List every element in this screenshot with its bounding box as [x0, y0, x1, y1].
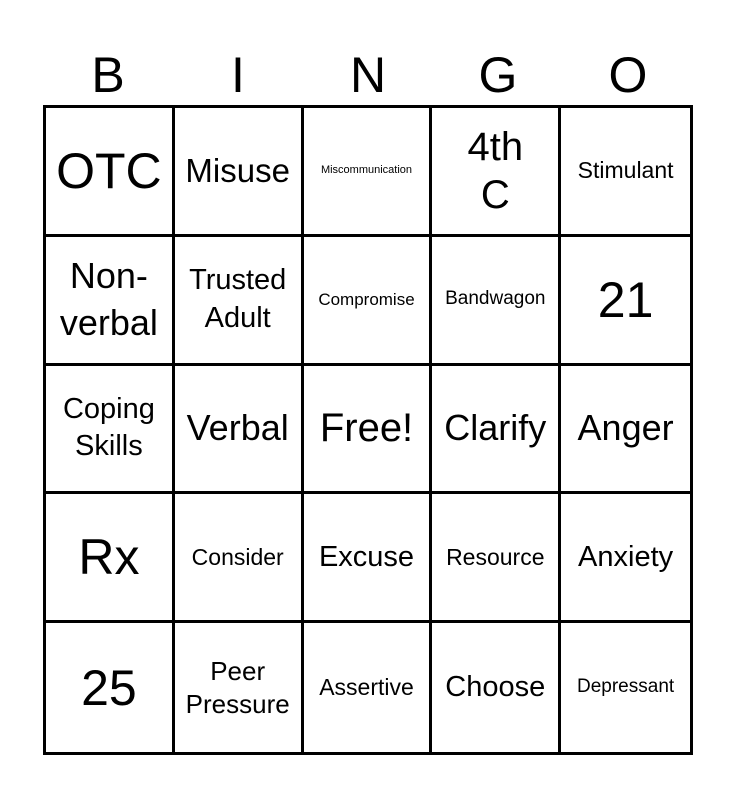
bingo-cell[interactable]: Peer Pressure	[175, 623, 304, 752]
header-letter-o: O	[608, 47, 648, 103]
bingo-header	[43, 45, 693, 105]
bingo-cell[interactable]: Miscommunication	[304, 108, 433, 237]
bingo-cell[interactable]: 25	[46, 623, 175, 752]
bingo-cell[interactable]: Verbal	[175, 366, 304, 495]
bingo-cell[interactable]: Anger	[561, 366, 690, 495]
bingo-cell[interactable]: Assertive	[304, 623, 433, 752]
bingo-cell[interactable]: Trusted Adult	[175, 237, 304, 366]
bingo-cell[interactable]: Clarify	[432, 366, 561, 495]
header-letter-n: N	[349, 47, 387, 103]
bingo-cell[interactable]: 4th C	[432, 108, 561, 237]
bingo-cell[interactable]: Non-verbal	[46, 237, 175, 366]
bingo-cell[interactable]: Consider	[175, 494, 304, 623]
bingo-cell[interactable]: Rx	[46, 494, 175, 623]
header-letter-i: I	[231, 47, 245, 103]
header-letter-g: G	[478, 47, 518, 103]
header-letter-b: B	[91, 47, 125, 103]
bingo-cell[interactable]: Excuse	[304, 494, 433, 623]
bingo-cell[interactable]: Stimulant	[561, 108, 690, 237]
bingo-cell[interactable]: Choose	[432, 623, 561, 752]
bingo-cell[interactable]: Depressant	[577, 676, 675, 698]
bingo-cell[interactable]: Bandwagon	[432, 237, 561, 366]
bingo-cell[interactable]: Compromise	[304, 237, 433, 366]
bingo-cell[interactable]: Coping Skills	[46, 366, 175, 495]
bingo-cell[interactable]: 21	[561, 237, 690, 366]
bingo-card	[43, 105, 693, 755]
bingo-cell-free[interactable]: Free!	[304, 366, 433, 495]
bingo-cell[interactable]: OTC	[46, 108, 175, 237]
bingo-cell[interactable]: Resource	[432, 494, 561, 623]
bingo-cell[interactable]: Misuse	[175, 108, 304, 237]
bingo-cell[interactable]: Anxiety	[561, 494, 690, 623]
